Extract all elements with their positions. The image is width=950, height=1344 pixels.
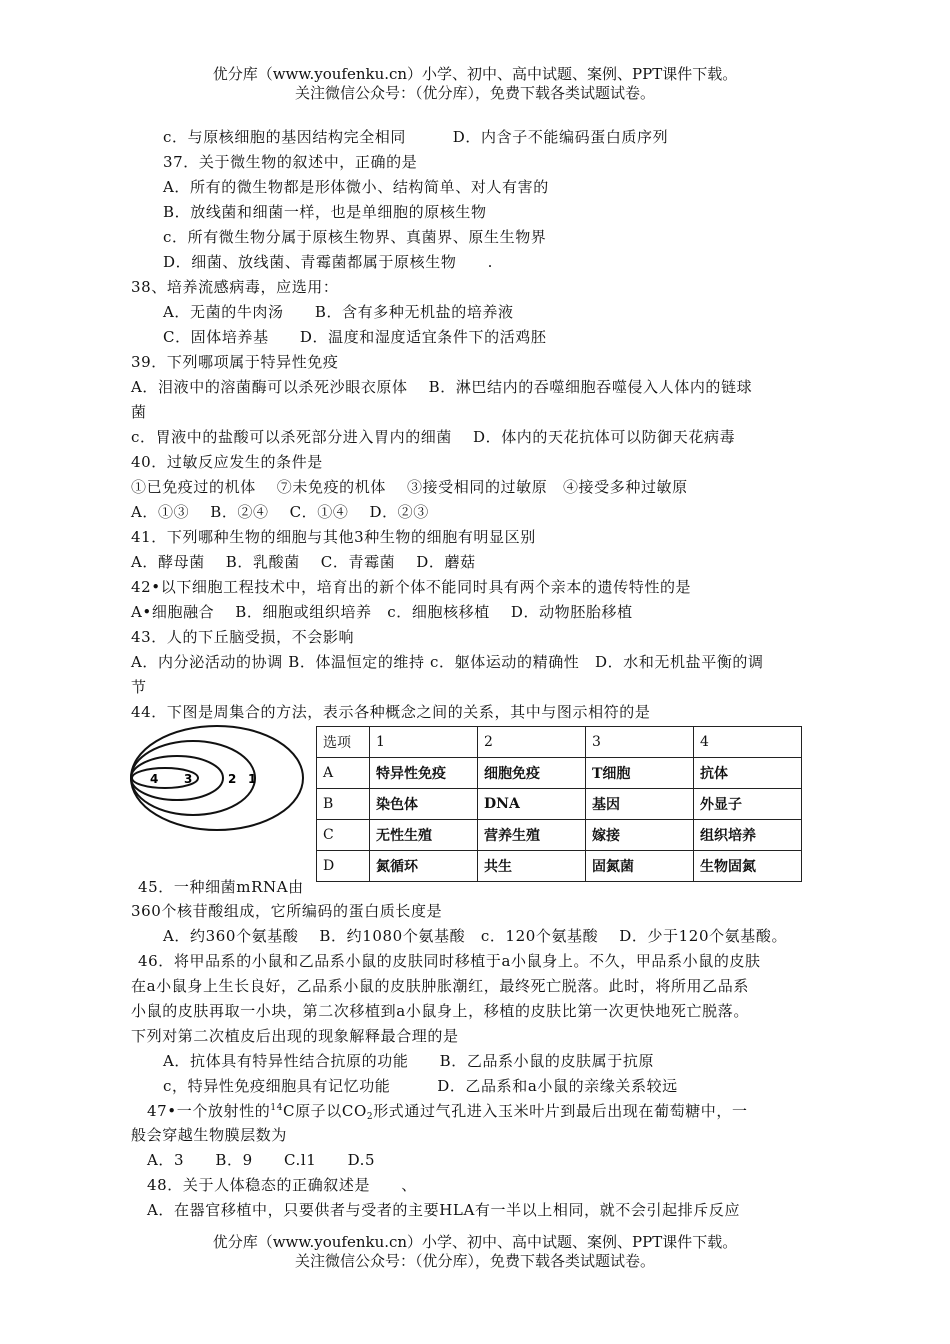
table-cell: C xyxy=(317,820,370,851)
text-line: 48．关于人体稳态的正确叙述是 、 xyxy=(147,1176,417,1194)
text-line: 41．下列哪种生物的细胞与其他3种生物的细胞有明显区别 xyxy=(131,528,536,546)
text-line: A．所有的微生物都是形体微小、结构简单、对人有害的 xyxy=(163,178,549,196)
table-cell: 3 xyxy=(586,727,694,758)
table-cell: 共生 xyxy=(478,851,586,882)
table-cell: 嫁接 xyxy=(586,820,694,851)
header-line-2: 关注微信公众号：（优分库），免费下载各类试题试卷。 xyxy=(294,84,655,102)
text-line: A．内分泌活动的协调 B．体温恒定的维持 c．躯体运动的精确性 D．水和无机盐平衡的调 xyxy=(131,653,764,671)
text-line: B．放线菌和细菌一样，也是单细胞的原核生物 xyxy=(163,203,487,221)
options-table xyxy=(316,726,802,882)
page-footer xyxy=(0,1233,950,1271)
text-line: A•细胞融合 B．细胞或组织培养 c．细胞核移植 D．动物胚胎移植 xyxy=(131,603,633,621)
text-line: A．①③ B．②④ C．①④ D．②③ xyxy=(131,503,429,521)
text-line: A．酵母菌 B．乳酸菌 C．青霉菌 D．蘑菇 xyxy=(131,553,476,571)
text-line: c．胃液中的盐酸可以杀死部分进入胃内的细菌 D．体内的天花抗体可以防御天花病毒 xyxy=(131,428,736,446)
text-line: 小鼠的皮肤再取一小块，第二次移植到a小鼠身上，移植的皮肤比第一次更快地死亡脱落。 xyxy=(131,1002,749,1020)
venn-label-2: 2 xyxy=(228,772,237,786)
table-cell: 无性生殖 xyxy=(370,820,478,851)
table-cell: 1 xyxy=(370,727,478,758)
table-cell: A xyxy=(317,758,370,789)
table-header-row xyxy=(317,727,802,758)
text-line: 39．下列哪项属于特异性免疫 xyxy=(131,353,339,371)
text-line: ①已免疫过的机体 ⑦未免疫的机体 ③接受相同的过敏原 ④接受多种过敏原 xyxy=(131,478,688,496)
table-cell: T细胞 xyxy=(586,758,694,789)
text-line: 节 xyxy=(131,678,147,696)
table-cell: 生物固氮 xyxy=(694,851,802,882)
table-cell: 细胞免疫 xyxy=(478,758,586,789)
nested-set-diagram xyxy=(127,722,307,834)
text-line: A．无菌的牛肉汤 B．含有多种无机盐的培养液 xyxy=(163,303,514,321)
q47-line-2: 般会穿越生物膜层数为 xyxy=(131,1126,288,1144)
text-line: A．在器官移植中，只要供者与受者的主要HLA有一半以上相同，就不会引起排斥反应 xyxy=(147,1201,741,1219)
table-row xyxy=(317,758,802,789)
table-cell: D xyxy=(317,851,370,882)
table-row xyxy=(317,820,802,851)
text-line: c．与原核细胞的基因结构完全相同 D．内含子不能编码蛋白质序列 xyxy=(163,128,669,146)
venn-label-3: 3 xyxy=(184,772,193,786)
text-line: 菌 xyxy=(131,403,147,421)
text-line: 360个核苷酸组成，它所编码的蛋白质长度是 xyxy=(131,902,443,920)
table-cell: 氮循环 xyxy=(370,851,478,882)
table-cell: 选项 xyxy=(317,727,370,758)
text-line: A．约360个氨基酸 B．约1080个氨基酸 c．120个氨基酸 D．少于120个氨基酸。 xyxy=(163,927,788,945)
text-line: 45．一种细菌mRNA由 xyxy=(138,878,304,896)
text-line: 38、培养流感病毒，应选用： xyxy=(131,278,339,296)
text-line: c．所有微生物分属于原核生物界、真菌界、原生生物界 xyxy=(163,228,547,246)
text-line: 42•以下细胞工程技术中，培育出的新个体不能同时具有两个亲本的遗传特性的是 xyxy=(131,578,692,596)
venn-label-1: 1 xyxy=(248,772,257,786)
text-line: 46．将甲品系的小鼠和乙品系小鼠的皮肤同时移植于a小鼠身上。不久，甲品系小鼠的皮肤 xyxy=(138,952,761,970)
table-cell: 外显子 xyxy=(694,789,802,820)
table-cell: 营养生殖 xyxy=(478,820,586,851)
text-line: 下列对第二次植皮后出现的现象解释最合理的是 xyxy=(131,1027,459,1045)
table-row xyxy=(317,789,802,820)
footer-line-1: 优分库（www.youfenku.cn）小学、初中、高中试题、案例、PPT课件下载。 xyxy=(212,1233,738,1251)
text-line: 37．关于微生物的叙述中，正确的是 xyxy=(163,153,418,171)
text-line: D．细菌、放线菌、青霉菌都属于原核生物 . xyxy=(163,253,493,271)
text-line: A．抗体具有特异性结合抗原的功能 B．乙品系小鼠的皮肤属于抗原 xyxy=(163,1052,655,1070)
text-line: 在a小鼠身上生长良好，乙品系小鼠的皮肤肿胀潮红，最终死亡脱落。此时，将所用乙品系 xyxy=(131,977,749,995)
table-cell: 组织培养 xyxy=(694,820,802,851)
text-line: 40．过敏反应发生的条件是 xyxy=(131,453,323,471)
table-cell: 染色体 xyxy=(370,789,478,820)
text-line: 43．人的下丘脑受损，不会影响 xyxy=(131,628,355,646)
text-line: C．固体培养基 D．温度和湿度适宜条件下的活鸡胚 xyxy=(163,328,547,346)
table-cell: 基因 xyxy=(586,789,694,820)
text-line: c，特异性免疫细胞具有记忆功能 D．乙品系和a小鼠的亲缘关系较远 xyxy=(163,1077,678,1095)
venn-label-4: 4 xyxy=(150,772,159,786)
q47-options: A．3 B．9 C.l1 D.5 xyxy=(147,1151,376,1169)
table-cell: 4 xyxy=(694,727,802,758)
footer-line-2: 关注微信公众号：（优分库），免费下载各类试题试卷。 xyxy=(294,1252,655,1270)
text-line: 44．下图是周集合的方法，表示各种概念之间的关系，其中与图示相符的是 xyxy=(131,703,651,721)
table-cell: 2 xyxy=(478,727,586,758)
table-cell: B xyxy=(317,789,370,820)
table-cell: DNA xyxy=(478,789,586,820)
table-cell: 特异性免疫 xyxy=(370,758,478,789)
q47-line-1: 47•一个放射性的$^{14}$C原子以$CO_2$形式通过气孔进入玉米叶片到最后出现在葡萄糖中，一 xyxy=(147,1102,748,1122)
header-line-1: 优分库（www.youfenku.cn）小学、初中、高中试题、案例、PPT课件下载。 xyxy=(212,65,738,83)
table-cell: 抗体 xyxy=(694,758,802,789)
venn-set-3 xyxy=(131,756,223,800)
text-line: A．泪液中的溶菌酶可以杀死沙眼衣原体 B．淋巴结内的吞噬细胞吞噬侵入人体内的链球 xyxy=(131,378,753,396)
table-cell: 固氮菌 xyxy=(586,851,694,882)
table-row xyxy=(317,851,802,882)
